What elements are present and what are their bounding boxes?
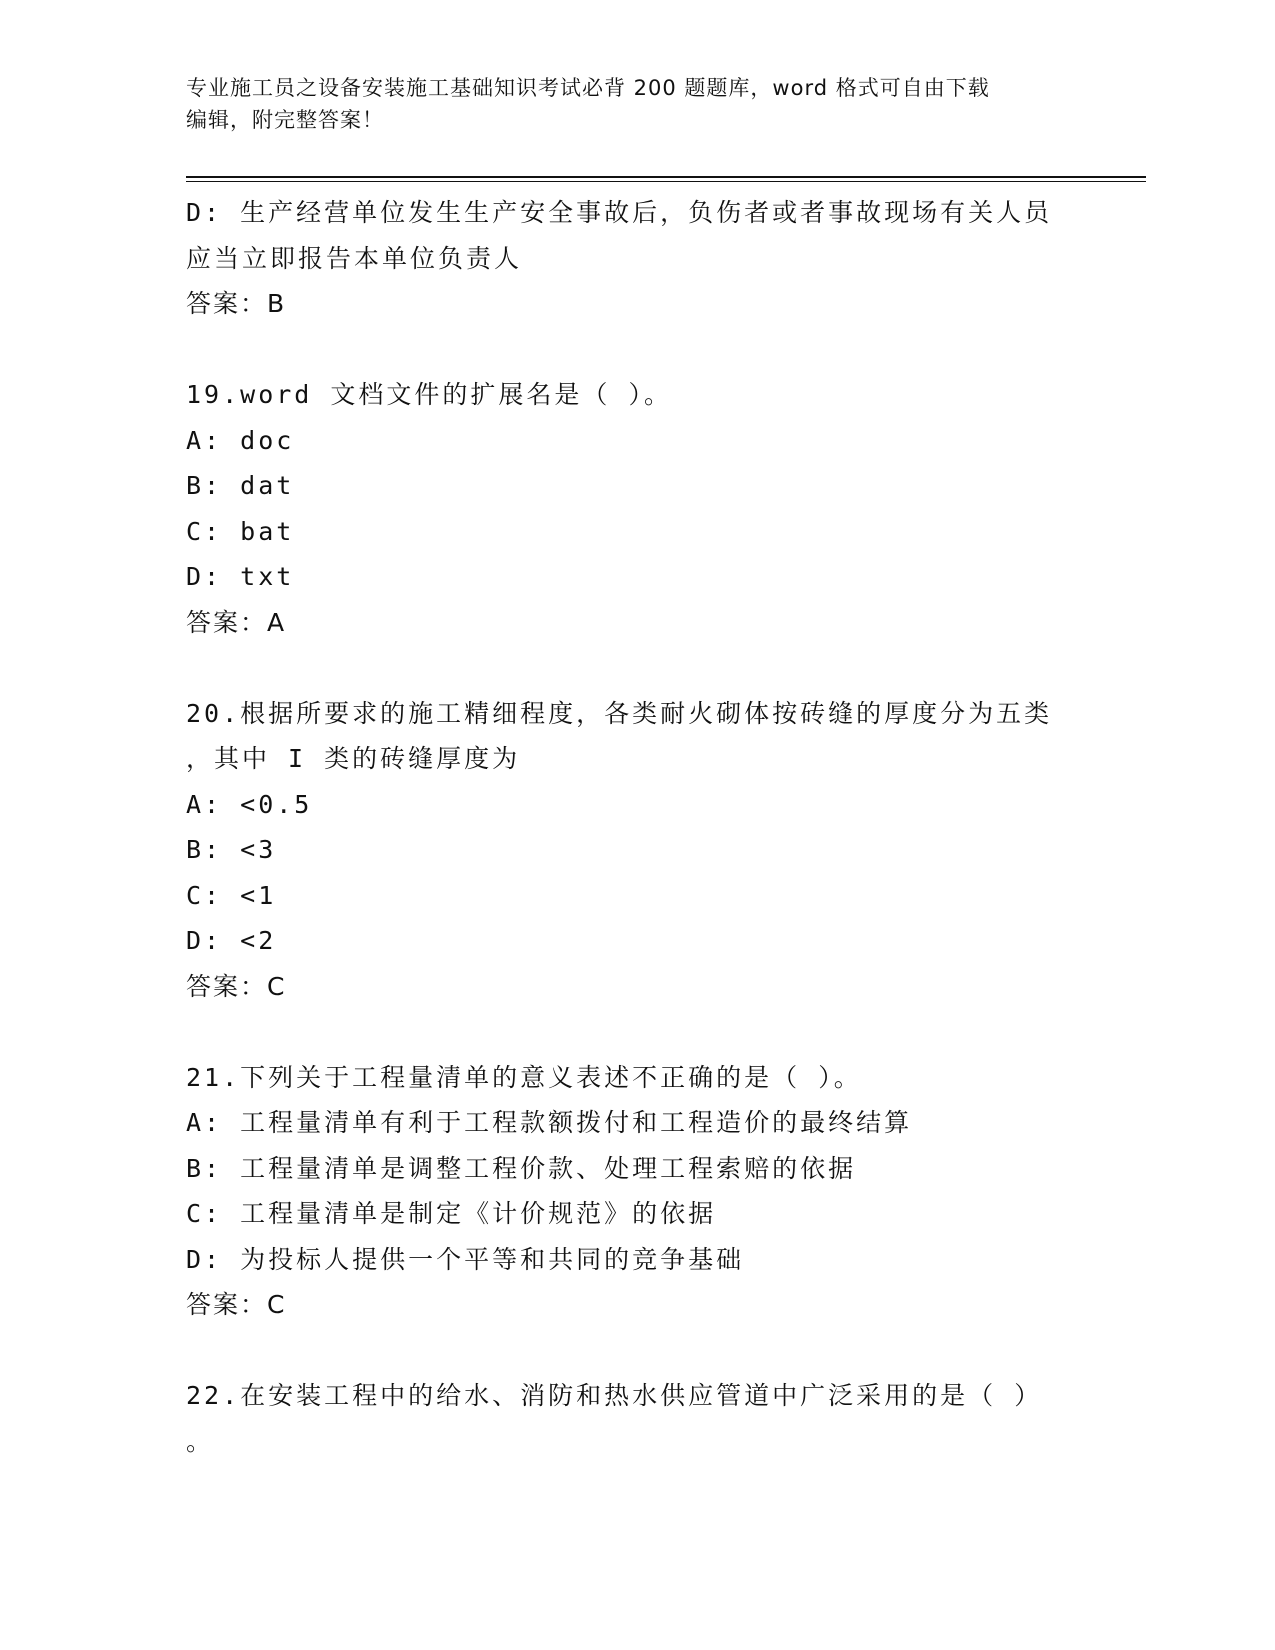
- header-divider-thin: [186, 181, 1146, 182]
- spacer: [186, 1328, 1086, 1374]
- option-d: D: 生产经营单位发生生产安全事故后，负伤者或者事故现场有关人员: [186, 198, 1053, 227]
- question-text: 22.在安装工程中的给水、消防和热水供应管道中广泛采用的是（ ）: [186, 1381, 1043, 1410]
- question-21: [186, 1055, 1086, 1328]
- option-a: A: <0.5: [186, 789, 313, 819]
- question-18: [186, 190, 1086, 327]
- option-d: D: 为投标人提供一个平等和共同的竞争基础: [186, 1244, 745, 1274]
- question-text: 20.根据所要求的施工精细程度，各类耐火砌体按砖缝的厚度分为五类: [186, 698, 1053, 728]
- question-22: [186, 1373, 1086, 1464]
- option-a: A: doc: [186, 425, 295, 455]
- header-line-1: 专业施工员之设备安装施工基础知识考试必背 200 题题库，word 格式可自由下载: [186, 76, 990, 100]
- option-d-continued: 应当立即报告本单位负责人: [186, 243, 523, 273]
- answer: 答案：C: [186, 971, 287, 1001]
- option-a: A: 工程量清单有利于工程款额拨付和工程造价的最终结算: [186, 1108, 913, 1137]
- spacer: [186, 327, 1086, 373]
- question-text-continued: 。: [186, 1426, 215, 1456]
- option-c: C: <1: [186, 880, 277, 910]
- answer: 答案：B: [186, 289, 287, 318]
- option-d: D: txt: [186, 562, 295, 591]
- spacer: [186, 1009, 1086, 1055]
- option-b: B: dat: [186, 471, 295, 500]
- question-text-continued: ，其中 I 类的砖缝厚度为: [186, 744, 521, 773]
- question-19: [186, 372, 1086, 645]
- document-header: [186, 72, 1086, 136]
- answer: 答案：A: [186, 607, 287, 637]
- question-content: [186, 190, 1086, 1464]
- header-line-2: 编辑，附完整答案！: [186, 108, 384, 132]
- answer: 答案：C: [186, 1290, 287, 1319]
- option-b: B: <3: [186, 835, 277, 864]
- option-b: B: 工程量清单是调整工程价款、处理工程索赔的依据: [186, 1153, 857, 1183]
- option-c: C: 工程量清单是制定《计价规范》的依据: [186, 1199, 717, 1228]
- question-text: 19.word 文档文件的扩展名是（ ）。: [186, 380, 672, 409]
- option-c: C: bat: [186, 516, 295, 546]
- question-text: 21.下列关于工程量清单的意义表述不正确的是（ ）。: [186, 1062, 862, 1092]
- question-20: [186, 691, 1086, 1010]
- option-d: D: <2: [186, 926, 277, 955]
- header-divider-thick: [186, 176, 1146, 178]
- spacer: [186, 645, 1086, 691]
